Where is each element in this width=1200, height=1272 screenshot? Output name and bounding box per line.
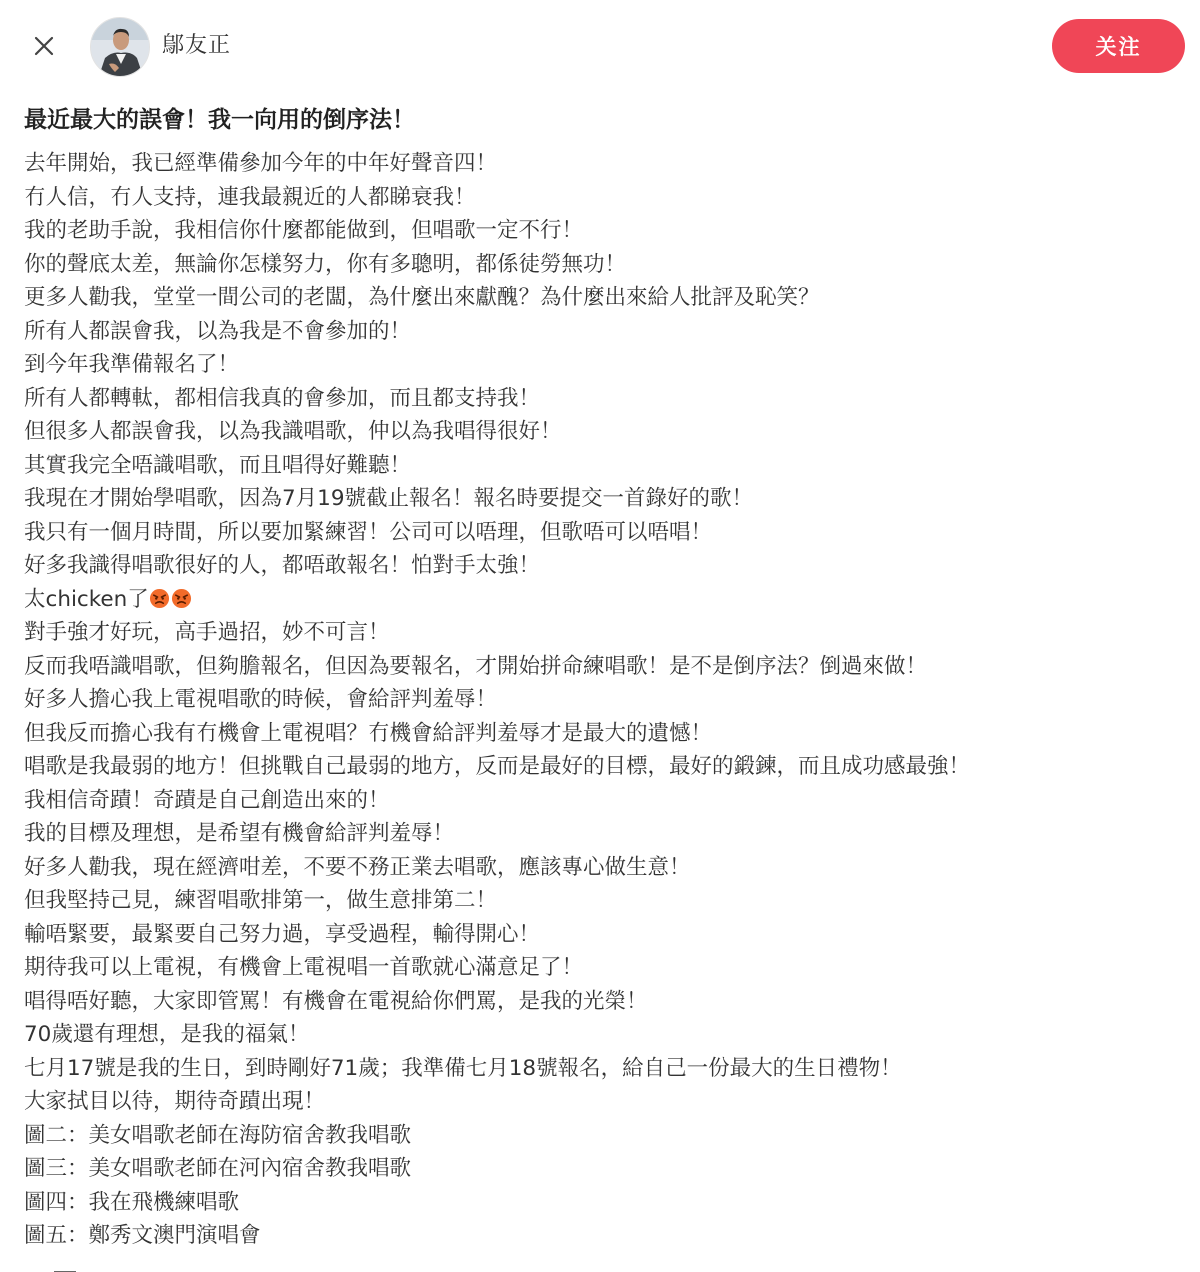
post-line: 唱歌是我最弱的地方！但挑戰自己最弱的地方，反而是最好的目標，最好的鍛鍊，而且成功感最強！ [24, 754, 971, 779]
post-line: 好多我識得唱歌很好的人，都唔敢報名！怕對手太強！ [24, 553, 541, 578]
post-line: 但我反而擔心我有冇機會上電視唱？冇機會給評判羞辱才是最大的遺憾！ [24, 720, 713, 746]
post-line: 對手強才好玩，高手過招，妙不可言！ [24, 620, 390, 645]
post-line: 期待我可以上電視，有機會上電視唱一首歌就心滿意足了！ [24, 955, 584, 980]
post-line: 圖二：美女唱歌老師在海防宿舍教我唱歌 [24, 1122, 412, 1148]
post-line: 我的目標及理想，是希望有機會給評判羞辱！ [24, 821, 455, 846]
follow-button[interactable]: 关注 [1052, 19, 1185, 73]
post-line: 反而我唔識唱歌，但夠膽報名，但因為要報名，才開始拼命練唱歌！是不是倒序法？倒過來做！ [24, 653, 928, 679]
post-line: 所有人都轉軚，都相信我真的會參加，而且都支持我！ [24, 385, 541, 411]
close-icon [24, 26, 64, 66]
close-button[interactable] [24, 26, 64, 66]
post-line-text: 太chicken了 [24, 586, 149, 612]
post-line: 我相信奇蹟！奇蹟是自己創造出來的！ [24, 787, 390, 813]
post-line: 其實我完全唔識唱歌，而且唱得好難聽！ [24, 452, 412, 478]
post-line: 去年開始，我已經準備參加今年的中年好聲音四！ [24, 151, 498, 176]
post-line: 70歲還有理想，是我的福氣！ [24, 1022, 310, 1047]
post-line: 圖五：鄭秀文澳門演唱會 [24, 1223, 261, 1248]
post-line: 好多人擔心我上電視唱歌的時候，會給評判羞辱！ [24, 687, 498, 712]
post-line: 圖三：美女唱歌老師在河內宿舍教我唱歌 [24, 1156, 412, 1181]
post-line: 到今年我準備報名了！ [24, 352, 240, 377]
post-body [24, 147, 1184, 1253]
post-line: 七月17號是我的生日，到時剛好71歲；我準備七月18號報名，給自己一份最大的生日禮物！ [24, 1055, 902, 1081]
post-line: 但很多人都誤會我，以為我識唱歌，仲以為我唱得很好！ [24, 419, 562, 444]
angry-face-icon [149, 588, 170, 609]
post-line-with-emoji [24, 583, 1184, 617]
angry-face-icon [171, 588, 192, 609]
author-name[interactable]: 鄔友正 [162, 33, 232, 58]
post-line: 好多人勸我，現在經濟咁差，不要不務正業去唱歌，應該專心做生意！ [24, 854, 691, 880]
post-line: 輸唔緊要，最緊要自己努力過，享受過程，輸得開心！ [24, 921, 541, 947]
post-line: 大家拭目以待，期待奇蹟出現！ [24, 1089, 326, 1114]
post-line: 我現在才開始學唱歌，因為7月19號截止報名！報名時要提交一首錄好的歌！ [24, 486, 754, 511]
post-content [24, 100, 1184, 1253]
post-line: 圖四：我在飛機練唱歌 [24, 1189, 240, 1215]
post-header [0, 0, 1200, 92]
post-line: 我的老助手說，我相信你什麼都能做到，但唱歌一定不行！ [24, 218, 584, 243]
post-line: 冇人信，冇人支持，連我最親近的人都睇衰我！ [24, 184, 476, 210]
post-line: 你的聲底太差，無論你怎樣努力，你有多聰明，都係徒勞無功！ [24, 251, 627, 277]
avatar-image [91, 18, 149, 76]
post-line: 但我堅持己見，練習唱歌排第一，做生意排第二！ [24, 888, 498, 913]
post-line: 唱得唔好聽，大家即管罵！有機會在電視給你們罵，是我的光榮！ [24, 988, 648, 1014]
post-line: 所有人都誤會我，以為我是不會參加的！ [24, 318, 412, 344]
post-line: 我只有一個月時間，所以要加緊練習！公司可以唔理，但歌唔可以唔唱！ [24, 519, 713, 545]
post-line: 更多人勸我，堂堂一間公司的老闆，為什麼出來獻醜？為什麼出來給人批評及恥笑？ [24, 285, 820, 310]
post-title: 最近最大的誤會！我一向用的倒序法！ [24, 107, 415, 133]
avatar[interactable] [90, 17, 150, 77]
